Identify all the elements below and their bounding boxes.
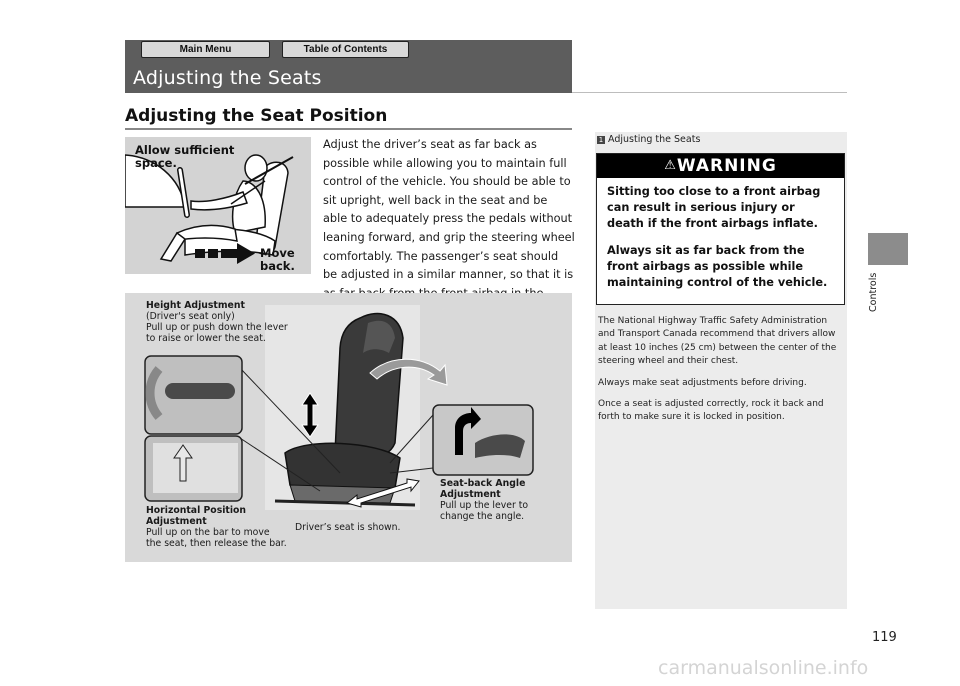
warning-title (597, 154, 844, 178)
horizontal-adjustment-title-2: Adjustment (146, 516, 207, 527)
watermark: carmanualsonline.info (658, 657, 869, 679)
sidebar-panel (595, 132, 847, 609)
seatback-adjustment-caption (440, 478, 570, 522)
height-adjustment-note: (Driver's seat only) (146, 311, 235, 322)
horizontal-adjustment-title-1: Horizontal Position (146, 505, 247, 516)
seatback-adjustment-title-2: Adjustment (440, 489, 501, 500)
seatback-adjustment-title-1: Seat-back Angle (440, 478, 526, 489)
reference-marker-icon: 1 (598, 136, 604, 144)
height-adjustment-desc-1: Pull up or push down the lever (146, 322, 288, 333)
body-paragraph: Adjust the driver’s seat as far back as possible while allowing you to maintain full control of the vehicle. You should be able to sit upright, well back in the seat and be able to adequately press the pedals without leaning forward, and grip the steering wheel comfortably. The passenger’s seat should be adjusted in a similar manner, so that it is (323, 138, 575, 282)
table-of-contents-button[interactable]: Table of Contents (282, 41, 409, 58)
header-band (125, 40, 572, 93)
warning-box (596, 153, 845, 305)
header-divider (572, 92, 847, 93)
main-menu-button[interactable]: Main Menu (141, 41, 270, 58)
warning-title-text: WARNING (676, 156, 777, 176)
seatback-adjustment-desc-1: Pull up the lever to (440, 500, 529, 511)
allow-space-label: Allow sufficient space. (135, 143, 235, 170)
warning-paragraph-2: Always sit as far back from the front airbags as possible while maintaining control of the vehicle. (607, 244, 828, 289)
driver-position-illustration (125, 137, 311, 274)
drivers-seat-caption: Driver’s seat is shown. (295, 522, 401, 533)
note-paragraph-1: The National Highway Traffic Safety Administration and Transport Canada recommend that drivers allow at least 10 inches (25 cm) between the center of the steering wheel and their chest. (598, 316, 837, 367)
horizontal-adjustment-desc-1: Pull up on the bar to move (146, 527, 270, 538)
sidebar-heading-text: Adjusting the Seats (608, 134, 701, 145)
height-adjustment-title: Height Adjustment (146, 300, 245, 311)
seatback-adjustment-desc-2: change the angle. (440, 511, 525, 522)
page-number: 119 (872, 630, 897, 645)
note-paragraph-2: Always make seat adjustments before driving. (598, 377, 807, 388)
sidebar-notes (598, 315, 844, 433)
note-paragraph-3: Once a seat is adjusted correctly, rock it back and forth to make sure it is locked in position. (598, 399, 824, 423)
warning-paragraph-1: Sitting too close to a front airbag can result in serious injury or death if the front airbags inflate. (607, 185, 821, 230)
chapter-tab[interactable] (868, 233, 908, 265)
move-back-label: Move back. (260, 246, 295, 273)
horizontal-adjustment-desc-2: the seat, then release the bar. (146, 538, 287, 549)
page-title: Adjusting the Seats (133, 67, 322, 89)
height-adjustment-desc-2: to raise or lower the seat. (146, 333, 266, 344)
warning-text (597, 178, 844, 291)
height-adjustment-caption (146, 300, 326, 344)
warning-triangle-icon: ⚠ (664, 158, 677, 173)
seat-adjustment-illustration (125, 293, 572, 562)
sidebar-heading (597, 134, 700, 145)
section-divider (125, 128, 572, 130)
section-title: Adjusting the Seat Position (125, 106, 388, 126)
chapter-tab-label: Controls (868, 272, 879, 312)
